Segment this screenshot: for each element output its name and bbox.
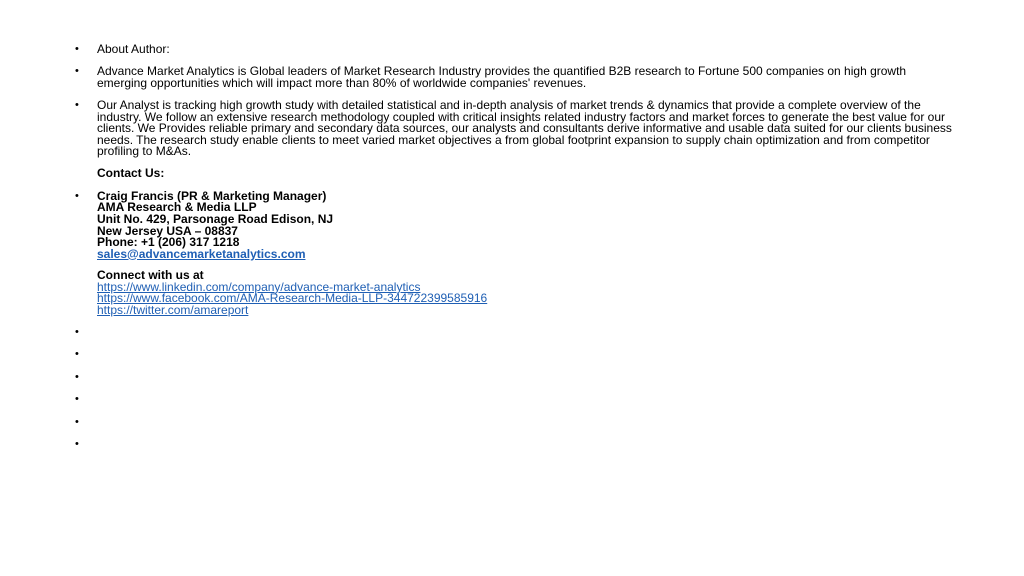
bullet-icon: • [75, 438, 79, 450]
contact-address-line-2: New Jersey USA – 08837 [97, 223, 238, 238]
bullet-icon: • [75, 43, 79, 55]
connect-heading: Connect with us at [97, 268, 204, 283]
contact-phone: Phone: +1 (206) 317 1218 [97, 235, 240, 250]
social-links [97, 279, 953, 318]
bullet-icon: • [75, 98, 79, 111]
contact-company: AMA Research & Media LLP [97, 200, 257, 215]
spacer [97, 260, 953, 270]
empty-list-item [73, 349, 953, 361]
bullet-icon: • [75, 189, 79, 202]
bullet-icon: • [75, 348, 79, 361]
bullet-icon: • [75, 370, 79, 383]
twitter-link[interactable]: https://twitter.com/amareport [97, 303, 249, 318]
contact-address-line-1: Unit No. 429, Parsonage Road Edison, NJ [97, 211, 334, 226]
bullet-icon: • [75, 65, 79, 78]
contact-email-link[interactable]: sales@advancemarketanalytics.com [97, 246, 306, 261]
bullet-icon: • [75, 393, 79, 406]
contact-name: Craig Francis (PR & Marketing Manager) [97, 188, 327, 203]
about-paragraph-2: Our Analyst is tracking high growth study with detailed statistical and in-depth analysis of market trends & dynamics that provide a complete overview of the industry. We follow an extensive research methodology coupled with critical insights related industry factors and market forces to generate the best value for our clients. We Provides reliable primary and secondary data sources, our analysts and consultants derive informative and usable data suited for our clients business needs. The research study enable clients to meet varied market objectives a from global footprint expansion to supply chain optimization and from competitor profiling to M&As. [97, 97, 952, 159]
list-item-about-para2 [73, 97, 953, 159]
empty-list-item [73, 417, 953, 429]
list-item-about-heading [73, 44, 953, 56]
list-item-contact-details [73, 188, 953, 318]
contact-heading: Contact Us: [97, 166, 165, 181]
about-paragraph-1: Advance Market Analytics is Global leaders of Market Research Industry provides the quantified B2B research to Fortune 500 companies on high growth emerging opportunities which will impact more than 80% of worldwide companies' revenues. [97, 64, 907, 90]
contact-block [97, 188, 953, 283]
empty-list-item [73, 327, 953, 339]
list-item-about-para1 [73, 66, 953, 89]
empty-list-item [73, 394, 953, 406]
bullet-list [73, 44, 953, 461]
list-item-contact-heading [73, 168, 953, 180]
linkedin-link[interactable]: https://www.linkedin.com/company/advance-market-analytics [97, 279, 421, 294]
facebook-link[interactable]: https://www.facebook.com/AMA-Research-Media-LLP-344722399585916 [97, 291, 488, 306]
empty-list-item [73, 439, 953, 451]
about-heading: About Author: [97, 42, 170, 56]
bullet-icon: • [75, 326, 79, 339]
bullet-icon: • [75, 415, 79, 428]
empty-list-item [73, 372, 953, 384]
